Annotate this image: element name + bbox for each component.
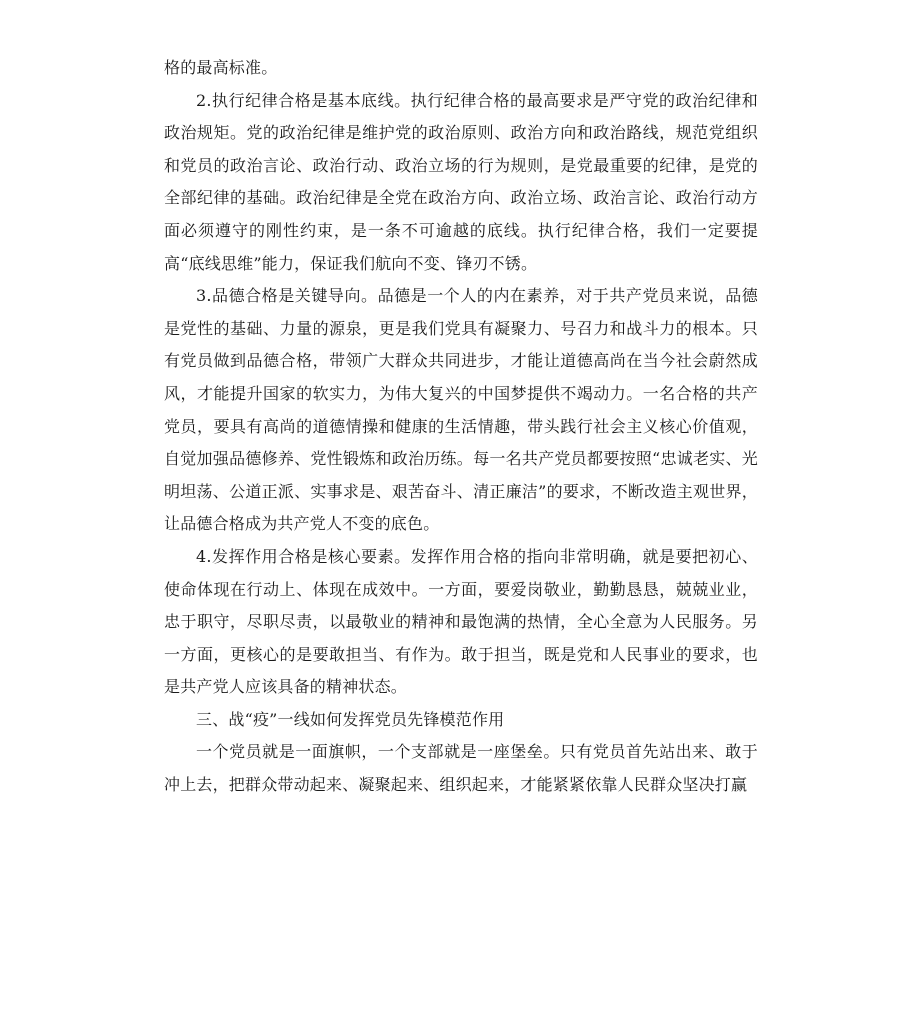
paragraph-discipline: 2.执行纪律合格是基本底线。执行纪律合格的最高要求是严守党的政治纪律和政治规矩。党的政治纪律是维护党的政治原则、政治方向和政治路线，规范党组织和党员的政治言论、政治行动、政治立场的行为规则，是党最重要的纪律，是党的全部纪律的基础。政治纪律是全党在政治方向、政治立场、政治言论、政治行动方面必须遵守的刚性约束，是一条不可逾越的底线。执行纪律合格，我们一定要提高“底线思维”能力，保证我们航向不变、锋刃不锈。 [164, 90, 758, 273]
document-body [164, 52, 758, 802]
paragraph-continuation: 格的最高标准。 [164, 58, 278, 77]
paragraph-morality: 3.品德合格是关键导向。品德是一个人的内在素养，对于共产党员来说，品德是党性的基础、力量的源泉，更是我们党具有凝聚力、号召力和战斗力的根本。只有党员做到品德合格，带领广大群众共同进步，才能让道德高尚在当今社会蔚然成风，才能提升国家的软实力，为伟大复兴的中国梦提供不竭动力。一名合格的共产党员，要具有高尚的道德情操和健康的生活情趣，带头践行社会主义核心价值观，自觉加强品德修养、党性锻炼和政治历练。每一名共产党员都要按照“忠诚老实、光明坦荡、公道正派、实事求是、艰苦奋斗、清正廉洁”的要求，不断改造主观世界，让品德合格成为共产党人不变的底色。 [164, 286, 758, 534]
section-heading: 三、战“疫”一线如何发挥党员先锋模范作用 [196, 709, 505, 729]
paragraph-vanguard: 一个党员就是一面旗帜，一个支部就是一座堡垒。只有党员首先站出来、敢于冲上去，把群众带动起来、凝聚起来、组织起来，才能紧紧依靠人民群众坚决打赢 [164, 742, 758, 795]
paragraph-role: 4.发挥作用合格是核心要素。发挥作用合格的指向非常明确，就是要把初心、使命体现在行动上、体现在成效中。一方面，要爱岗敬业，勤勤恳恳，兢兢业业，忠于职守，尽职尽责，以最敬业的精神和最饱满的热情，全心全意为人民服务。另一方面，更核心的是要敢担当、有作为。敢于担当，既是党和人民事业的要求，也是共产党人应该具备的精神状态。 [164, 546, 758, 697]
